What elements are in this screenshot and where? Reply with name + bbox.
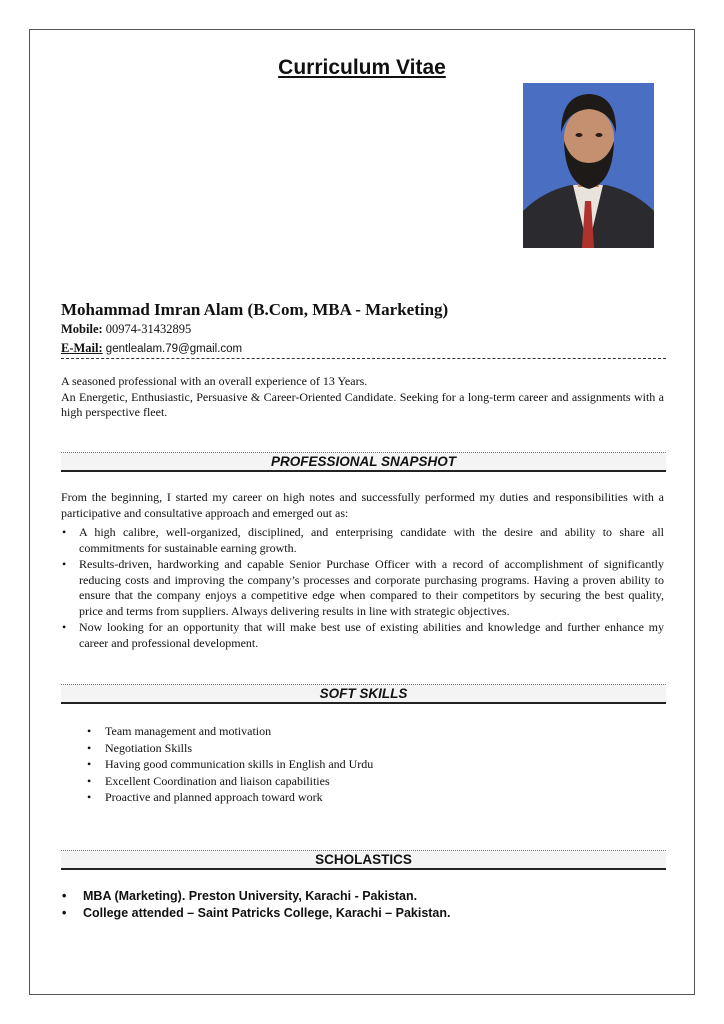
list-item: • A high calibre, well-organized, disciplined, and enterprising candidate with the desire and ability to share all commitments for sustainable earning growth. [61,525,664,556]
list-item: • Excellent Coordination and liaison capabilities [85,773,485,790]
section-heading-scholastics: SCHOLASTICS [61,850,666,870]
section-heading-professional-snapshot: PROFESSIONAL SNAPSHOT [61,452,666,472]
email-line [61,341,666,359]
list-item: • Having good communication skills in English and Urdu [85,756,485,773]
mobile-value: 00974-31432895 [105,322,192,336]
mobile-label: Mobile: [61,322,103,336]
scholastics-list [61,888,661,922]
document-title: Curriculum Vitae [278,56,446,79]
cv-page [29,29,695,995]
list-item: • College attended – Saint Patricks College, Karachi – Pakistan. [61,905,661,922]
profile-photo [523,83,654,248]
list-item: • MBA (Marketing). Preston University, Karachi - Pakistan. [61,888,661,905]
section-heading-soft-skills: SOFT SKILLS [61,684,666,704]
list-item: • Now looking for an opportunity that will make best use of existing abilities and knowledge and further enhance my career and professional development. [61,620,664,651]
intro-summary [61,374,664,421]
list-item: • Team management and motivation [85,723,485,740]
mobile-line [61,322,191,337]
list-item: • Negotiation Skills [85,740,485,757]
snapshot-intro-paragraph: From the beginning, I started my career on high notes and successfully performed my duties and responsibilities with a participative and consultative approach and emerged out as: [61,490,664,520]
snapshot-bullet-list [61,525,664,652]
intro-line-1: A seasoned professional with an overall experience of 13 Years. [61,374,368,388]
list-item: • Proactive and planned approach toward work [85,789,485,806]
intro-line-2: An Energetic, Enthusiastic, Persuasive & Career-Oriented Candidate. Seeking for a long-term career and assignments with a high perspective fleet. [61,389,664,419]
email-link[interactable]: gentlealam.79@gmail.com [105,343,243,355]
soft-skills-list [85,723,485,806]
list-item: • Results-driven, hardworking and capable Senior Purchase Officer with a record of accomplishment of significantly reducing costs and improving the company’s processes and corporate purchasing programs. Having a proven ability to ensure that the company enjoys a competitive edge when compared to their competitors by securing the best quality, price and terms from suppliers. Always delivering results in line with strategic objectives. [61,557,664,619]
candidate-name: Mohammad Imran Alam (B.Com, MBA - Marketing) [61,300,449,319]
portrait-image [523,83,654,248]
email-label: E-Mail: [61,341,103,355]
